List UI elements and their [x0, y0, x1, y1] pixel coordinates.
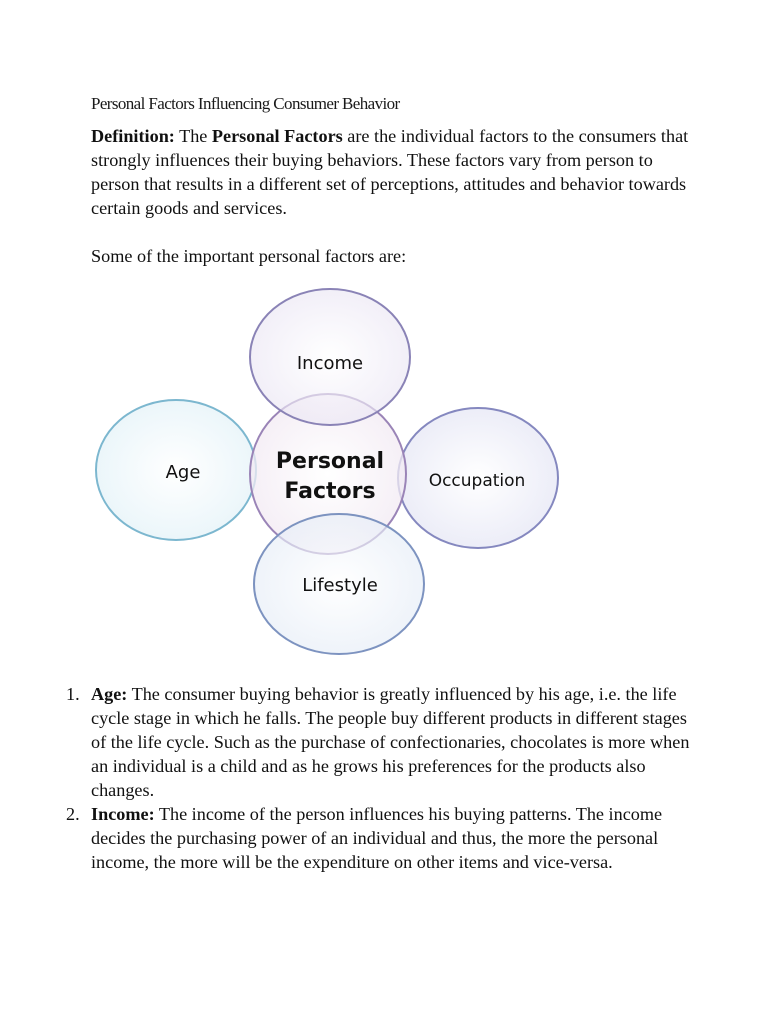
list-item-number: 2.: [66, 804, 80, 824]
personal-factors-diagram: [92, 286, 564, 660]
definition-paragraph: [91, 124, 691, 220]
diagram-label-factors: Factors: [284, 479, 376, 504]
diagram-label-lifestyle: Lifestyle: [302, 575, 378, 596]
diagram-label-income: Income: [296, 353, 364, 374]
diagram-svg: [92, 286, 564, 660]
list-item: [66, 802, 696, 874]
diagram-label-occupation: Occupation: [428, 471, 526, 491]
list-item-term: Age:: [91, 684, 128, 704]
list-item-number: 1.: [66, 684, 80, 704]
intro-paragraph: Some of the important personal factors are:: [91, 246, 407, 266]
definition-label: Definition:: [91, 126, 175, 146]
list-item-term: Income:: [91, 804, 155, 824]
definition-lead: The: [179, 126, 208, 146]
list-item-text: The income of the person influences his buying patterns. The income decides the purchasing power of an individual and thus, the more the personal income, the more will be the expenditure on other items and vice-versa.: [91, 804, 663, 872]
list-item-text: The consumer buying behavior is greatly influenced by his age, i.e. the life cycle stage in which he falls. The people buy different products in different stages of the life cycle. Such as the purchase of confectionaries, chocolates is more when an individual is a child and as he grows his preferences for the products also changes.: [91, 684, 690, 800]
diagram-label-personal: Personal: [275, 449, 385, 474]
definition-term: Personal Factors: [211, 126, 343, 146]
page-title: Personal Factors Influencing Consumer Behavior: [91, 94, 400, 113]
diagram-label-age: Age: [165, 462, 201, 483]
personal-factors-list: [66, 682, 696, 874]
list-item: [66, 682, 696, 802]
definition-text: are the individual factors to the consumers that strongly influences their buying behaviors. These factors vary from person to person that results in a different set of perceptions, attitudes and behavior towards certain goods and services.: [91, 126, 689, 218]
